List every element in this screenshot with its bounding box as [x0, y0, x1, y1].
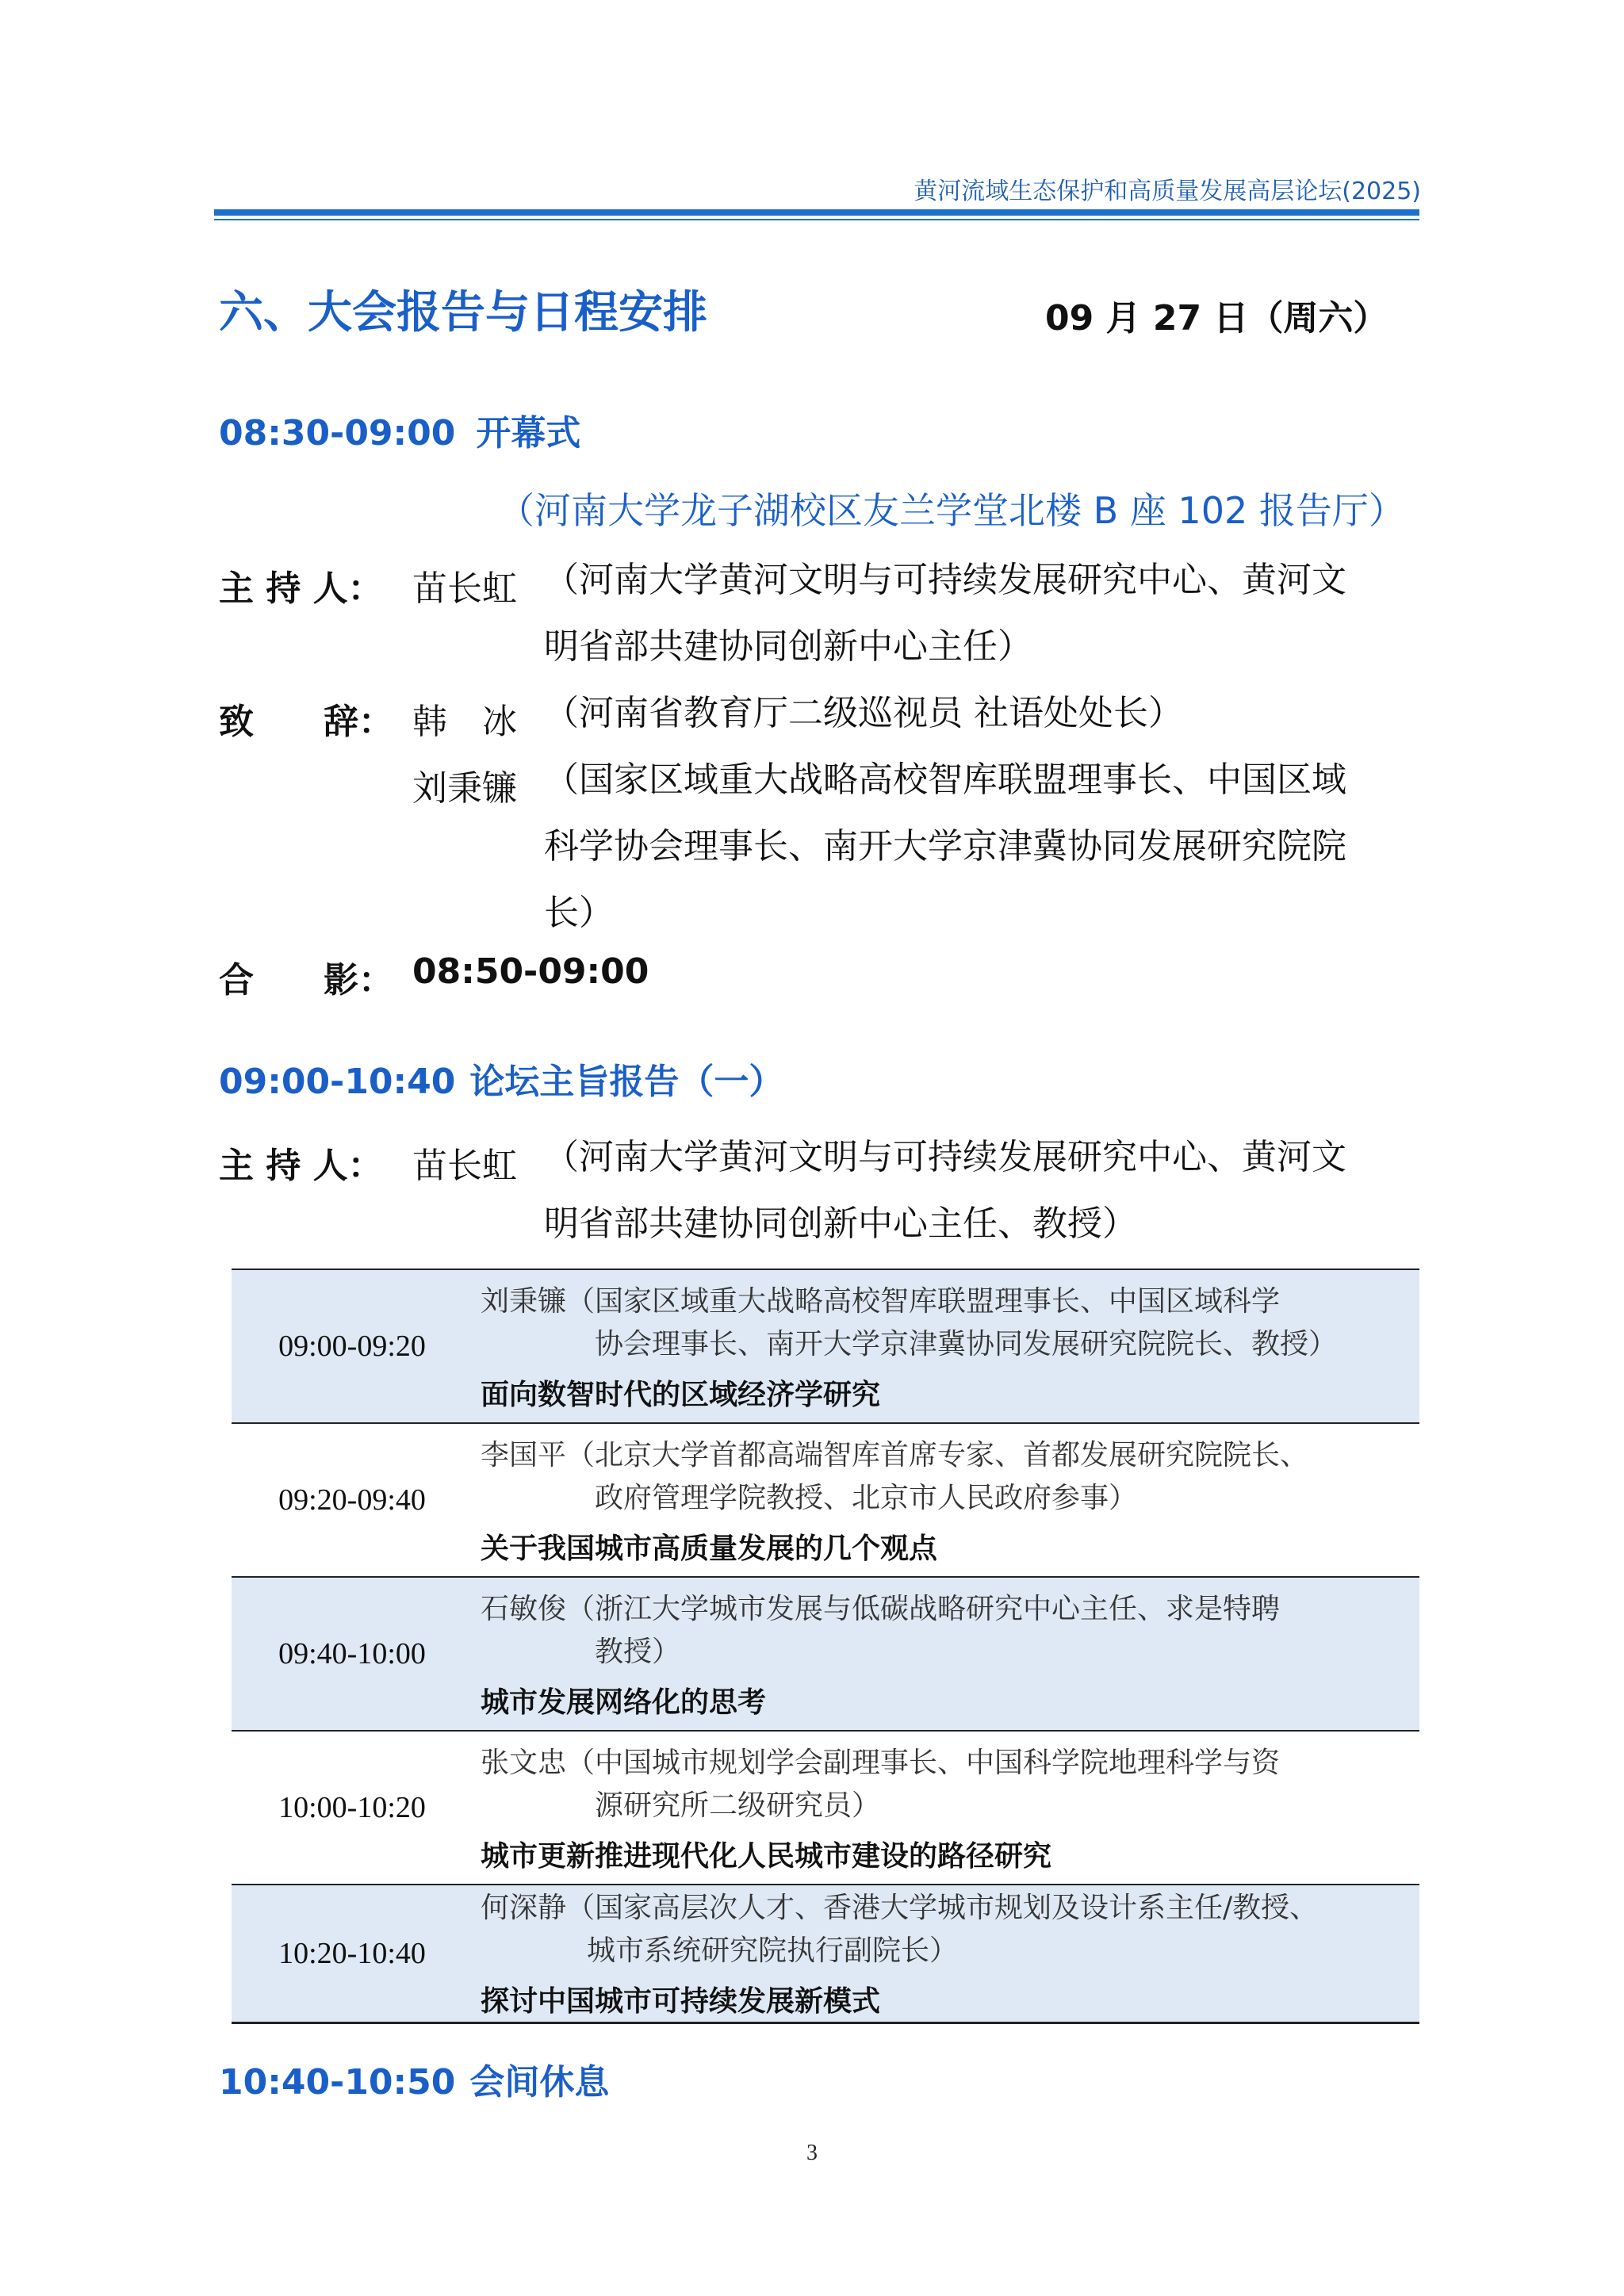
session-name: 开幕式 [476, 413, 581, 453]
page-number: 3 [806, 2141, 818, 2165]
schedule-time: 10:00-10:20 [278, 1791, 426, 1824]
report-topic: 城市发展网络化的思考 [481, 1686, 767, 1719]
schedule-row [232, 1577, 1419, 1731]
speaker-info [473, 1887, 1419, 1973]
speaker-line: 教授） [595, 1635, 681, 1668]
session-time: 08:30-09:00 [219, 413, 456, 453]
session-time: 09:00-10:40 [219, 1062, 456, 1102]
host-affiliation-line: 明省部共建协同创新中心主任、教授） [544, 1203, 1137, 1244]
session-time: 10:40-10:50 [219, 2062, 456, 2103]
report-topic: 探讨中国城市可持续发展新模式 [481, 1985, 881, 2019]
schedule-row [232, 1423, 1419, 1577]
speaker-line: 政府管理学院教授、北京市人民政府参事） [595, 1481, 1138, 1514]
schedule-time: 10:20-10:40 [278, 1936, 426, 1970]
speaker-affiliation [544, 747, 1419, 947]
report-topic: 城市更新推进现代化人民城市建设的路径研究 [481, 1839, 1052, 1873]
speaker-info [473, 1742, 1419, 1827]
speaker-line: 张文忠（中国城市规划学会副理事长、中国科学院地理科学与资 [481, 1746, 1281, 1779]
schedule-table [232, 1269, 1419, 2024]
section-date: 09 月 27 日（周六） [1045, 298, 1388, 339]
speaker-affiliation-line: 科学协会理事长、南开大学京津冀协同发展研究院院 [544, 826, 1346, 867]
schedule-detail [473, 1731, 1419, 1885]
host-affiliation [544, 547, 1419, 680]
speaker-line: 石敏俊（浙江大学城市发展与低碳战略研究中心主任、求是特聘 [481, 1592, 1281, 1625]
session-keynote-1 [219, 1053, 783, 1104]
host-name: 苗长虹 [412, 1146, 517, 1186]
host-affiliation-line: （河南大学黄河文明与可持续发展研究中心、黄河文 [544, 560, 1346, 600]
schedule-detail [473, 1885, 1419, 2022]
speaker-line: 刘秉镰（国家区域重大战略高校智库联盟理事长、中国区域科学 [481, 1284, 1281, 1318]
schedule-row [232, 1731, 1419, 1885]
speaker-affiliation: （河南省教育厅二级巡视员 社语处处长） [544, 693, 1183, 733]
host-label: 主 持 人： [219, 568, 383, 609]
session-name: 论坛主旨报告（一） [469, 1062, 784, 1102]
host-affiliation-line: （河南大学黄河文明与可持续发展研究中心、黄河文 [544, 1137, 1346, 1177]
host-label: 主 持 人： [219, 1146, 383, 1186]
report-topic: 关于我国城市高质量发展的几个观点 [481, 1532, 938, 1565]
speaker-line: 协会理事长、南开大学京津冀协同发展研究院院长、教授） [595, 1327, 1338, 1360]
section-title: 六、大会报告与日程安排 [219, 287, 707, 339]
speaker-line: 何深静（国家高层次人才、香港大学城市规划及设计系主任/教授、 [481, 1892, 1319, 1925]
speaker-info [473, 1434, 1419, 1520]
host-affiliation-line: 明省部共建协同创新中心主任） [544, 626, 1032, 667]
schedule-time: 09:20-09:40 [278, 1483, 426, 1517]
speech-label: 致 辞： [219, 702, 393, 742]
schedule-detail [473, 1423, 1419, 1577]
document-header-title: 黄河流域生态保护和高质量发展高层论坛(2025) [914, 178, 1421, 205]
session-opening [219, 404, 580, 455]
host-affiliation [544, 1124, 1419, 1257]
schedule-row [232, 1885, 1419, 2022]
session-venue: （河南大学龙子湖校区友兰学堂北楼 B 座 102 报告厅） [498, 489, 1405, 532]
speaker-line: 城市系统研究院执行副院长） [587, 1934, 959, 1968]
schedule-detail [473, 1577, 1419, 1731]
speaker-affiliation-line: （国家区域重大战略高校智库联盟理事长、中国区域 [544, 760, 1346, 800]
photo-label: 合 影： [219, 960, 393, 1001]
speaker-name: 韩 冰 [412, 702, 517, 742]
schedule-time: 09:40-10:00 [278, 1637, 426, 1670]
speaker-affiliation-line: 长） [544, 893, 614, 933]
schedule-detail [473, 1269, 1419, 1423]
speaker-line: 李国平（北京大学首都高端智库首席专家、首都发展研究院院长、 [481, 1438, 1309, 1471]
header-rule [214, 209, 1419, 216]
photo-time: 08:50-09:00 [412, 951, 649, 992]
session-name: 会间休息 [469, 2062, 610, 2103]
speaker-info [473, 1588, 1419, 1674]
host-name: 苗长虹 [412, 568, 517, 609]
schedule-row [232, 1269, 1419, 1423]
speaker-name: 刘秉镰 [412, 768, 517, 809]
speaker-line: 源研究所二级研究员） [595, 1789, 881, 1822]
speaker-info [473, 1280, 1419, 1366]
session-break [219, 2053, 609, 2104]
header-rule-thin [214, 219, 1419, 220]
report-topic: 面向数智时代的区域经济学研究 [481, 1378, 881, 1411]
schedule-time: 09:00-09:20 [278, 1330, 426, 1363]
